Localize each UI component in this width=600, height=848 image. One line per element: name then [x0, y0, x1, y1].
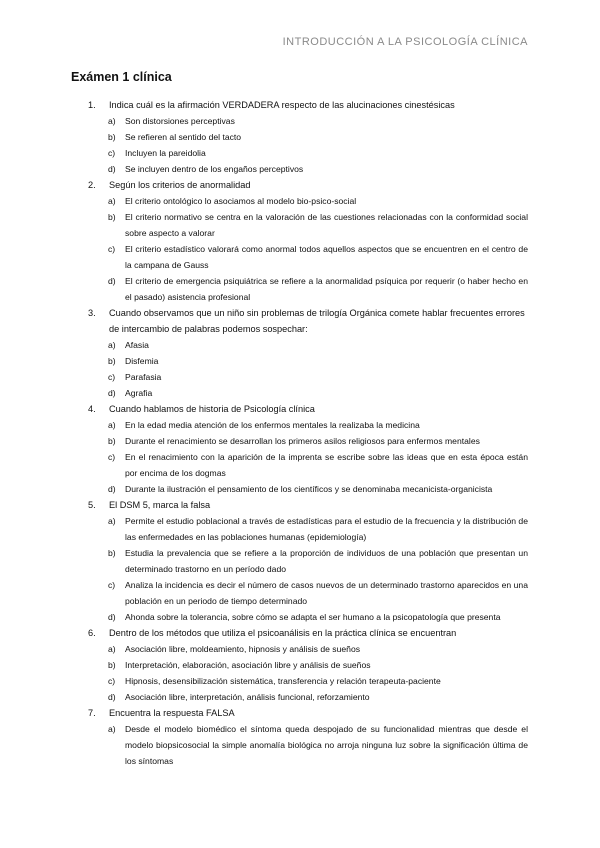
answer-option	[108, 545, 528, 577]
option-letter: c)	[108, 676, 116, 686]
option-letter: c)	[108, 580, 116, 590]
option-text: Interpretación, elaboración, asociación libre y análisis de sueños	[125, 660, 371, 670]
question-text: Indica cuál es la afirmación VERDADERA respecto de las alucinaciones cinestésicas	[109, 100, 455, 110]
question-line	[88, 497, 528, 513]
option-letter: a)	[108, 644, 116, 654]
option-text: Asociación libre, moldeamiento, hipnosis y análisis de sueños	[125, 644, 361, 654]
answer-option	[108, 609, 528, 625]
option-text: Durante el renacimiento se desarrollan los primeros asilos religiosos para enfermos mentales	[125, 436, 480, 446]
question-item	[88, 497, 528, 625]
answer-option	[108, 337, 528, 353]
option-letter: a)	[108, 420, 116, 430]
question-list	[88, 97, 528, 769]
question-number: 3.	[88, 308, 96, 318]
option-list	[88, 337, 528, 401]
answer-option	[108, 129, 528, 145]
answer-option	[108, 577, 528, 609]
option-letter: c)	[108, 244, 116, 254]
answer-option	[108, 369, 528, 385]
question-item	[88, 625, 528, 705]
question-line	[88, 97, 528, 113]
option-text: El criterio ontológico lo asociamos al modelo bio-psico-social	[125, 196, 357, 206]
option-text: Se refieren al sentido del tacto	[125, 132, 242, 142]
answer-option	[108, 721, 528, 769]
option-text: Ahonda sobre la tolerancia, sobre cómo se adapta el ser humano a la psicopatología que presenta	[125, 612, 501, 622]
option-letter: b)	[108, 212, 116, 222]
question-line	[88, 401, 528, 417]
option-letter: a)	[108, 724, 116, 734]
option-text: El criterio estadístico valorará como anormal todos aquellos aspectos que se encuentren en el centro de la campana de Gauss	[125, 244, 528, 270]
question-line	[88, 705, 528, 721]
answer-option	[108, 145, 528, 161]
answer-option	[108, 689, 528, 705]
question-text: El DSM 5, marca la falsa	[109, 500, 211, 510]
answer-option	[108, 433, 528, 449]
question-text: Cuando observamos que un niño sin problemas de trilogía Orgánica comete hablar frecuentes errores de intercambio de palabras podemos sospechar:	[109, 308, 525, 334]
option-text: En el renacimiento con la aparición de la imprenta se escribe sobre las ideas que en esta época están por encima de los dogmas	[125, 452, 528, 478]
question-text: Dentro de los métodos que utiliza el psicoanálisis en la práctica clínica se encuentran	[109, 628, 457, 638]
question-item	[88, 705, 528, 769]
option-text: Durante la ilustración el pensamiento de los científicos y se denominaba mecanicista-organicista	[125, 484, 493, 494]
question-number: 2.	[88, 180, 96, 190]
question-text: Encuentra la respuesta FALSA	[109, 708, 235, 718]
option-letter: b)	[108, 436, 116, 446]
option-letter: b)	[108, 548, 116, 558]
question-number: 5.	[88, 500, 96, 510]
question-line	[88, 305, 528, 337]
answer-option	[108, 193, 528, 209]
option-text: Agrafia	[125, 388, 153, 398]
option-text: Hipnosis, desensibilización sistemática, transferencia y relación terapeuta-paciente	[125, 676, 441, 686]
option-text: Desde el modelo biomédico el síntoma queda despojado de su funcionalidad mientras que desde el modelo biopsicosocial la simple anomalía biológica no arroja ninguna luz sobre la significación última de los síntomas	[125, 724, 528, 766]
answer-option	[108, 417, 528, 433]
option-text: Se incluyen dentro de los engaños perceptivos	[125, 164, 304, 174]
option-letter: d)	[108, 484, 116, 494]
option-text: Permite el estudio poblacional a través de estadísticas para el estudio de la frecuencia y la distribución de las enfermedades en las poblaciones humanas (epidemiología)	[125, 516, 528, 542]
option-text: Disfemia	[125, 356, 159, 366]
option-text: El criterio de emergencia psiquiátrica se refiere a la anormalidad psíquica por requerir (o haber hecho en el pasado) asistencia profesional	[125, 276, 528, 302]
option-letter: b)	[108, 132, 116, 142]
option-text: Asociación libre, interpretación, análisis funcional, reforzamiento	[125, 692, 370, 702]
question-item	[88, 177, 528, 305]
answer-option	[108, 449, 528, 481]
option-letter: d)	[108, 164, 116, 174]
question-number: 4.	[88, 404, 96, 414]
option-text: Estudia la prevalencia que se refiere a la proporción de individuos de una población que presentan un determinado trastorno en un período dado	[125, 548, 528, 574]
option-list	[88, 513, 528, 625]
option-letter: d)	[108, 612, 116, 622]
answer-option	[108, 209, 528, 241]
option-letter: a)	[108, 116, 116, 126]
document-title: Exámen 1 clínica	[71, 70, 172, 84]
option-list	[88, 113, 528, 177]
option-text: El criterio normativo se centra en la valoración de las cuestiones relacionadas con la conformidad social sobre aspecto a valorar	[125, 212, 528, 238]
option-letter: a)	[108, 196, 116, 206]
question-number: 1.	[88, 100, 96, 110]
answer-option	[108, 657, 528, 673]
answer-option	[108, 113, 528, 129]
question-number: 7.	[88, 708, 96, 718]
answer-option	[108, 385, 528, 401]
answer-option	[108, 513, 528, 545]
answer-option	[108, 673, 528, 689]
option-letter: d)	[108, 692, 116, 702]
question-item	[88, 305, 528, 401]
option-text: Afasia	[125, 340, 149, 350]
answer-option	[108, 241, 528, 273]
option-letter: c)	[108, 148, 116, 158]
question-text: Cuando hablamos de historia de Psicología clínica	[109, 404, 315, 414]
answer-option	[108, 161, 528, 177]
option-list	[88, 193, 528, 305]
option-text: Incluyen la pareidolia	[125, 148, 206, 158]
running-header: INTRODUCCIÓN A LA PSICOLOGÍA CLÍNICA	[282, 36, 528, 48]
option-list	[88, 417, 528, 497]
option-letter: c)	[108, 372, 116, 382]
option-list	[88, 721, 528, 769]
option-text: Analiza la incidencia es decir el número de casos nuevos de un determinado trastorno aparecidos en una población en un periodo de tiempo determinado	[125, 580, 528, 606]
option-text: Parafasia	[125, 372, 162, 382]
option-letter: d)	[108, 388, 116, 398]
option-text: En la edad media atención de los enfermos mentales la realizaba la medicina	[125, 420, 420, 430]
option-list	[88, 641, 528, 705]
question-text: Según los criterios de anormalidad	[109, 180, 251, 190]
answer-option	[108, 273, 528, 305]
option-text: Son distorsiones perceptivas	[125, 116, 235, 126]
option-letter: a)	[108, 516, 116, 526]
answer-option	[108, 641, 528, 657]
question-line	[88, 177, 528, 193]
option-letter: b)	[108, 356, 116, 366]
answer-option	[108, 353, 528, 369]
option-letter: d)	[108, 276, 116, 286]
question-line	[88, 625, 528, 641]
option-letter: a)	[108, 340, 116, 350]
question-number: 6.	[88, 628, 96, 638]
answer-option	[108, 481, 528, 497]
question-item	[88, 97, 528, 177]
question-item	[88, 401, 528, 497]
option-letter: b)	[108, 660, 116, 670]
option-letter: c)	[108, 452, 116, 462]
